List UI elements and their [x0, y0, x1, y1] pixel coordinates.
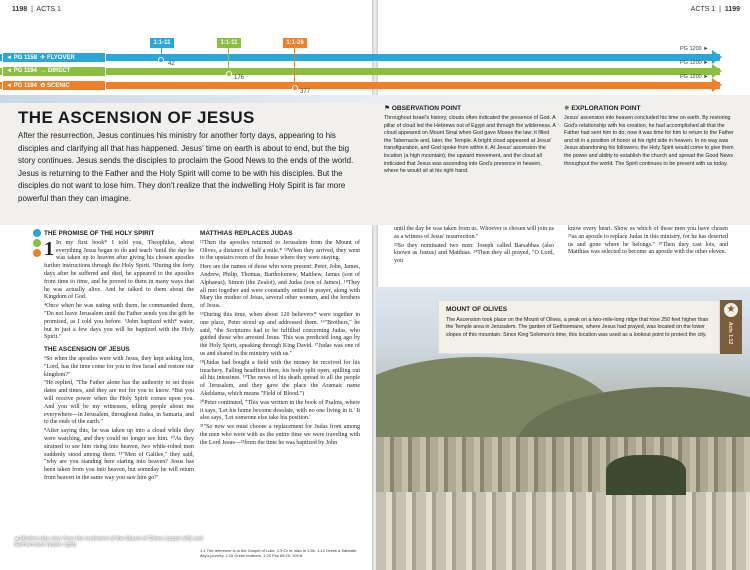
mount-of-olives-heading: MOUNT OF OLIVES	[446, 306, 508, 313]
verse-paragraph: until the day he was taken from us. Whoever is chosen will join us as a witness of Jesus' resurrection."	[394, 226, 554, 240]
verse-paragraph: ²⁰Peter continued, "This was written in the book of Psalms, where it says, 'Let his home become desolate, with no one living in it.' It also says, 'Let someone else take his position.'	[200, 399, 360, 422]
track-direct-prev[interactable]: ◄ PG 1194	[6, 68, 37, 74]
verse-paragraph: ²³So they nominated two men: Joseph called Barsabbas (also known as Justus) and Matthias. ²⁴Then they all prayed, "O Lord, you	[394, 242, 554, 265]
bible-column-2	[200, 226, 360, 449]
flyover-section-icon	[33, 229, 41, 237]
track-flyover-label[interactable]: ◄ PG 1158 ✈ FLYOVER	[2, 52, 106, 63]
verse-paragraph: ⁶So when the apostles were with Jesus, they kept asking him, "Lord, has the time come for you to free Israel and restore our kingdom?"	[44, 355, 194, 378]
bible-column-1	[44, 226, 194, 484]
verse-paragraph: ⁷He replied, "The Father alone has the authority to set those dates and times, and they are not for you to know. ⁸But you will receive power when the Holy Spirit comes upon you. And you will be my witnesses, telling people about me everywhere—in Jerusalem, throughout Judea, in Samaria, and to the ends of the earth."	[44, 380, 194, 426]
track-flyover-marker: 42	[168, 61, 175, 67]
track-direct-arrow	[712, 64, 722, 78]
track-flyover-prev[interactable]: ◄ PG 1158	[6, 55, 37, 61]
track-flyover-next[interactable]: PG 1200 ►	[680, 46, 709, 52]
running-header-left: 1198 | ACTS 1	[12, 6, 61, 13]
track-flyover-dot	[158, 57, 164, 63]
photo-garden-trees	[606, 455, 686, 495]
track-scenic-name: SCENIC	[47, 83, 70, 89]
verse-paragraph: ¹²Then the apostles returned to Jerusalem from the Mount of Olives, a distance of half a mile.* ¹³When they arrived, they went to the upstairs room of the house where they were staying.	[200, 239, 360, 262]
observation-point-heading	[384, 104, 461, 112]
exploration-point-heading	[564, 104, 641, 112]
track-flyover-ref[interactable]: 1:1-11	[150, 38, 174, 48]
star-icon: ★	[724, 303, 738, 317]
track-direct-marker: 176	[234, 75, 245, 81]
verse-paragraph: know every heart. Show us which of these men you have chosen ²⁵as an apostle to replace Judas in this ministry, for he has deserted us and gone where he belongs." ²⁶Then they cast lots, and Matthias was selected to become an apostle with the other eleven.	[568, 226, 728, 256]
chapter-number: 1	[44, 237, 54, 260]
page-title: THE ASCENSION OF JESUS	[18, 108, 255, 127]
scenic-section-icon	[33, 249, 41, 257]
exploration-heading-text: EXPLORATION POINT	[571, 105, 641, 112]
verse-paragraph: ⁹After saying this, he was taken up into a cloud while they were watching, and they could no longer see him. ¹⁰As they strained to see him rising into heaven, two white-robed men suddenly stood among them. ¹¹"Men of Galilee," they said, "why are you standing here staring into heaven? Jesus has been taken from you into heaven, but someday he will return from heaven in the same way you saw him go!"	[44, 428, 194, 481]
left-book-name: ACTS	[36, 6, 56, 13]
verse-paragraph	[44, 237, 194, 302]
verse-paragraph: ²¹"So now we must choose a replacement for Judas from among the men who were with us the entire time we were traveling with the Lord Jesus—²²from the time he was baptized by John	[200, 424, 360, 446]
track-scenic-dot	[292, 85, 298, 91]
photo-foreground-tombs	[376, 492, 750, 570]
bible-column-3	[394, 226, 554, 267]
compass-icon: ✵	[564, 104, 570, 112]
track-scenic-next[interactable]: PG 1200 ►	[680, 74, 709, 80]
right-book-name: ACTS	[690, 6, 710, 13]
photo-buildings	[376, 437, 750, 497]
right-chapter: 1	[711, 6, 716, 13]
track-flyover-arrow	[712, 50, 722, 64]
direct-section-icon	[33, 239, 41, 247]
section-heading-promise: THE PROMISE OF THE HOLY SPIRIT	[44, 230, 155, 237]
verse-paragraph: ¹⁸(Judas had bought a field with the money he received for his treachery. Falling headfirst there, his body split open, spilling out all his intestines. ¹⁹The news of his death spread to all the people of Jerusalem, and they gave the place the Aramaic name Akeldama, which means "Field of Blood.")	[200, 359, 360, 397]
observation-point-text: Throughout Israel's history, clouds often indicated the presence of God. A pillar of cloud led the Hebrews out of Egypt and through the wilderness. A cloud appeared on Mount Sinai when God gave Moses the law; it filled the Tabernacle and, later, the Temple. A bright cloud appeared at Jesus' transfiguration, and God spoke from within it. At Jesus' ascension the location (a high mountain), the upward movement, and the cloud all indicated that Jesus was ascending into God's presence in heaven, where he would sit at his right hand.	[384, 115, 556, 175]
mount-of-olives-text: The Ascension took place on the Mount of Olives, a peak on a two-mile-long ridge that rose 250 feet higher than the Temple area in Jerusalem. The garden of Gethsemane, where Jesus had prayed, was located on the lower slopes of this mountain. Since King Solomon's time, this location was used as a lookout point to protect the city.	[446, 317, 709, 338]
right-page-number: 1199	[724, 6, 740, 13]
location-reference: Acts 1:12	[727, 322, 733, 345]
caption-text: Modern-day view from the northwest of the Mount of Olives (upper left) and Gethsemane (lower right)	[14, 536, 203, 548]
track-flyover-line	[0, 54, 720, 61]
track-scenic-marker: 377	[300, 89, 311, 95]
track-scenic-line	[0, 82, 720, 89]
observation-heading-text: OBSERVATION POINT	[391, 105, 462, 112]
banner-sky-strip	[0, 95, 750, 103]
track-direct-name: DIRECT	[47, 68, 71, 74]
section-heading-ascension: THE ASCENSION OF JESUS	[44, 346, 130, 354]
track-direct-next[interactable]: PG 1200 ►	[680, 60, 709, 66]
pin-icon: ⚑	[384, 104, 390, 112]
verse-paragraph: ¹⁵During this time, when about 120 believers* were together in one place, Peter stood up and addressed them. ¹⁶"Brothers," he said, "the Scriptures had to be fulfilled concerning Judas, who guided those who arrested Jesus. This was predicted long ago by the Holy Spirit, speaking through King David. ¹⁷Judas was one of us and shared in the ministry with us."	[200, 311, 360, 357]
track-direct-ref[interactable]: 1:1-11	[217, 38, 241, 48]
track-scenic-prev[interactable]: ◄ PG 1194	[6, 83, 37, 89]
left-page-number: 1198	[12, 6, 28, 13]
verse-paragraph: ⁴Once when he was eating with them, he commanded them, "Do not leave Jerusalem until the Father sends you the gift he promised, as I told you before. ⁵John baptized with* water, but in just a few days you will be baptized with the Holy Spirit."	[44, 303, 194, 341]
verse-paragraph: Here are the names of those who were present: Peter, John, James, Andrew, Philip, Thomas, Bartholomew, Matthew, James (son of Alphaeus), Simon (the Zealot), and Judas (son of James). ¹⁴They all met together and were constantly united in prayer, along with Mary the mother of Jesus, several other women, and the brothers of Jesus.	[200, 264, 360, 310]
bible-column-4	[568, 226, 728, 258]
photo-caption	[14, 536, 224, 548]
exploration-point-text: Jesus' ascension into heaven concluded his time on earth. By restoring God's relationship with his creation, he had accomplished all that the Father had sent him to do; now it was time for him to return to the Father and sit in a position of honor at his right side in heaven. In no way was Jesus abandoning his followers; the Holy Spirit would come to give them the power and ability to establish the church and spread the Good News throughout the world. The Spirit continues to be present with us today.	[564, 115, 734, 167]
track-direct-label[interactable]: ◄ PG 1194 → DIRECT	[2, 66, 106, 77]
track-flyover-name: FLYOVER	[47, 55, 75, 61]
track-direct-line	[0, 68, 720, 75]
footnotes: 1:1 The reference is to the Gospel of Luke. 1:5 Or in; also in 1:5b. 1:12 Greek a Sabbath day's journey. 1:15 Greek brothers. 1:20 Pss 69:25; 109:8.	[200, 548, 357, 558]
track-scenic-tick	[294, 48, 295, 88]
camera-icon: ◄	[14, 536, 19, 542]
track-scenic-label[interactable]: ◄ PG 1194 ✿ SCENIC	[2, 80, 106, 91]
section-heading-matthias: MATTHIAS REPLACES JUDAS	[200, 230, 293, 237]
track-direct-dot	[226, 71, 232, 77]
track-scenic-arrow	[712, 78, 722, 92]
verse-text: In my first book* I told you, Theophilus, about everything Jesus began to do and teach ²until the day he was taken up to heaven after giving his chosen apostles further instructions through the Holy Spirit. ³During the forty days after he suffered and died, he appeared to the apostles from time to time, and he proved to them in many ways that he was actually alive. And he talked to them about the Kingdom of God.	[44, 239, 194, 301]
track-scenic-ref[interactable]: 1:1-26	[283, 38, 307, 48]
intro-paragraph: After the resurrection, Jesus continues his ministry for another forty days, appearing to his disciples and clarifying all that has happened. Jesus' time on earth is about to end, but the big story continues. Jesus sends the disciples to proclaim the Good News to the ends of the world. Jesus is returning to the Father and the Holy Spirit will come to be with his disciples. But the disciples do not want to lose him. They don't realize that the indwelling Holy Spirit is far more powerful than they can imagine.	[18, 131, 354, 203]
left-chapter: 1	[57, 6, 61, 13]
running-header-right: ACTS 1 | 1199	[690, 6, 740, 13]
